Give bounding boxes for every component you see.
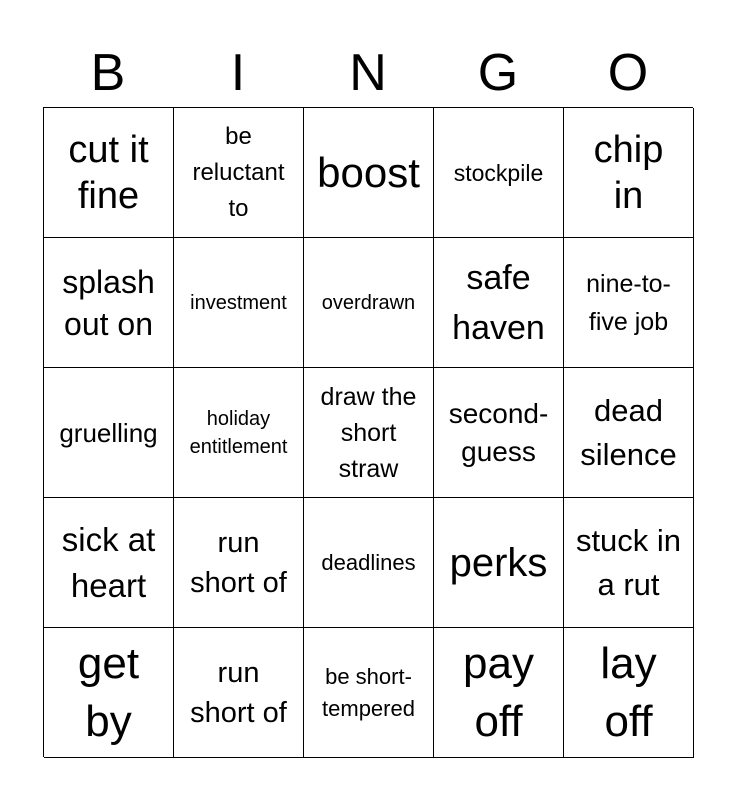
cell-text: be short-tempered [322, 663, 415, 721]
cell-text: dead silence [580, 392, 677, 472]
bingo-cell[interactable] [174, 238, 304, 368]
bingo-cell[interactable] [174, 498, 304, 628]
bingo-cell[interactable] [44, 368, 174, 498]
bingo-cell[interactable] [304, 108, 434, 238]
bingo-cell[interactable] [564, 628, 694, 758]
cell-text: holiday entitlement [189, 407, 288, 458]
bingo-cell[interactable] [304, 238, 434, 368]
bingo-cell[interactable] [44, 108, 174, 238]
cell-text: stuck in a rut [575, 522, 682, 602]
cell-text: sick at heart [61, 520, 156, 604]
bingo-cell[interactable] [304, 628, 434, 758]
bingo-cell[interactable] [434, 368, 564, 498]
bingo-cell[interactable] [174, 628, 304, 758]
bingo-cell[interactable] [434, 108, 564, 238]
cell-text: nine-to-five job [586, 269, 671, 336]
bingo-cell[interactable] [44, 498, 174, 628]
bingo-cell[interactable] [564, 238, 694, 368]
cell-text: safe haven [452, 258, 545, 347]
bingo-cell[interactable] [174, 108, 304, 238]
cell-text: get by [77, 638, 140, 746]
bingo-cell[interactable] [564, 108, 694, 238]
cell-text: investment [190, 291, 287, 314]
cell-text: lay off [600, 638, 657, 746]
bingo-cell[interactable] [304, 368, 434, 498]
bingo-cell[interactable] [564, 498, 694, 628]
cell-text: deadlines [321, 549, 416, 575]
bingo-grid [43, 107, 693, 757]
bingo-cell[interactable] [44, 238, 174, 368]
header-letter-n: N [349, 44, 387, 102]
header-letter-o: O [607, 44, 649, 102]
cell-text: stockpile [453, 159, 544, 186]
bingo-cell[interactable] [174, 368, 304, 498]
bingo-cell[interactable] [434, 498, 564, 628]
bingo-cell[interactable] [44, 628, 174, 758]
bingo-cell[interactable] [434, 238, 564, 368]
header-letter-b: B [90, 44, 126, 102]
cell-text: second-guess [448, 397, 549, 467]
cell-text: run short of [190, 526, 287, 599]
cell-text: gruelling [59, 417, 158, 448]
cell-text: perks [449, 540, 548, 585]
cell-text: run short of [190, 656, 287, 729]
bingo-header [43, 38, 693, 108]
bingo-cell[interactable] [564, 368, 694, 498]
header-letter-i: I [230, 44, 246, 102]
cell-text: pay off [463, 638, 534, 746]
cell-text: draw the short straw [320, 382, 417, 483]
cell-text: chip in [593, 128, 664, 217]
cell-text: be reluctant to [192, 122, 285, 222]
bingo-cell[interactable] [304, 498, 434, 628]
cell-text: splash out on [62, 263, 155, 342]
header-letter-g: G [477, 44, 519, 102]
cell-text: cut it fine [68, 128, 149, 217]
bingo-cell[interactable] [434, 628, 564, 758]
cell-text: boost [317, 148, 420, 196]
cell-text: overdrawn [321, 291, 416, 314]
